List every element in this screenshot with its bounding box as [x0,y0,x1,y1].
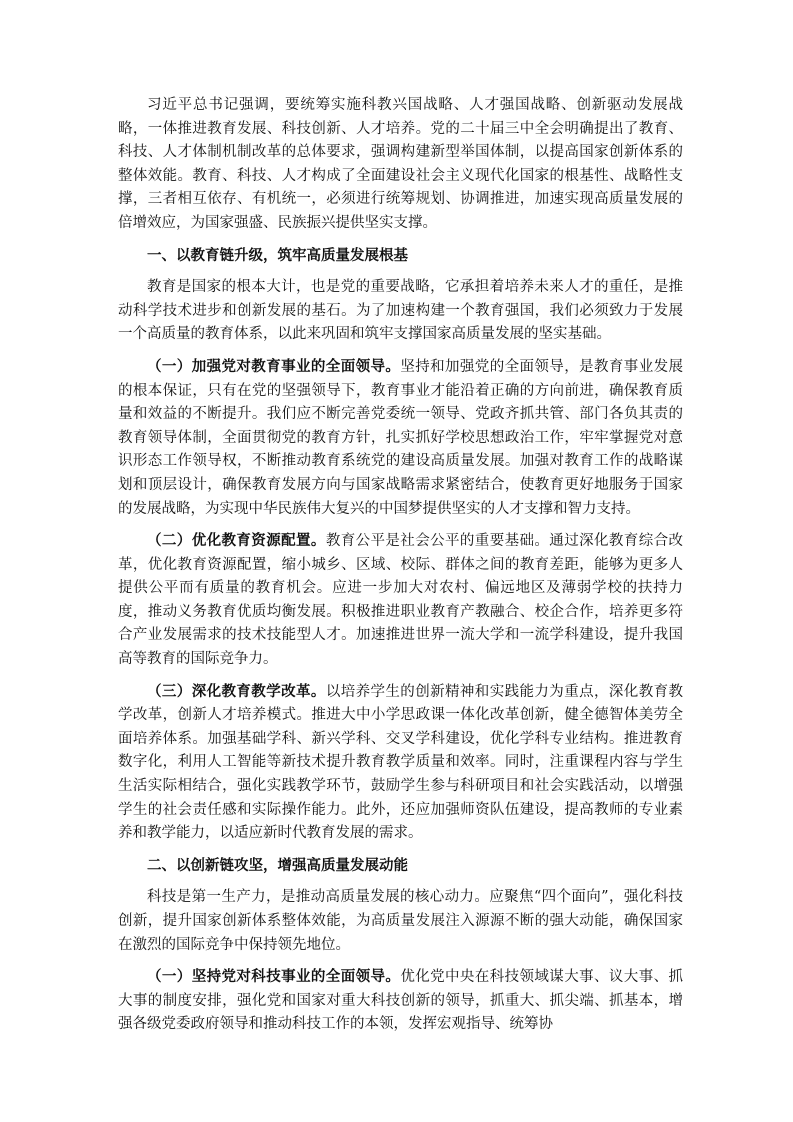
section-1-item-1 [118,355,683,521]
section-1-item-2 [118,529,683,672]
section-1-intro: 教育是国家的根本大计，也是党的重要战略，它承担着培养未来人才的重任，是推动科学技术进步和创新发展的基石。为了加速构建一个教育强国，我们必须致力于发展一个高质量的教育体系，以此来巩固和筑牢支撑国家高质量发展的坚实基础。 [118,279,683,343]
item-lead: （三）深化教育教学改革。 [147,682,326,700]
document-page [118,94,683,1045]
item-lead: （一）坚持党对科技事业的全面领导。 [147,968,401,986]
item-body: 教育公平是社会公平的重要基础。通过深化教育综合改革，优化教育资源配置，缩小城乡、区域、校际、群体之间的教育差距，能够为更多人提供公平而有质量的教育机会。应进一步加大对农村、偏远地区及薄弱学校的扶持力度，推动义务教育优质均衡发展。积极推进职业教育产教融合、校企合作，培养更多符合产业发展需求的技术技能型人才。加速推进世界一流大学和一流学科建设，提升我国高等教育的国际竞争力。 [118,533,684,668]
section-1-item-3 [118,680,683,846]
item-lead: （一）加强党对教育事业的全面领导。 [147,357,401,375]
section-2-heading: 二、以创新链攻坚，增强高质量发展动能 [147,856,408,874]
item-body: 坚持和加强党的全面领导，是教育事业发展的根本保证，只有在党的坚强领导下，教育事业才能沿着正确的方向前进，确保教育质量和效益的不断提升。我们应不断完善党委统一领导、党政齐抓共管、部门各负其责的教育领导体制，全面贯彻党的教育方针，扎实抓好学校思想政治工作，牢牢掌握党对意识形态工作领导权，不断推动教育系统党的建设高质量发展。加强对教育工作的战略谋划和顶层设计，确保教育发展方向与国家战略需求紧密结合，使教育更好地服务于国家的发展战略，为实现中华民族伟大复兴的中国梦提供坚实的人才支撑和智力支持。 [118,358,684,517]
intro-paragraph: 习近平总书记强调，要统筹实施科教兴国战略、人才强国战略、创新驱动发展战略，一体推进教育发展、科技创新、人才培养。党的二十届三中全会明确提出了教育、科技、人才体制机制改革的总体要求，强调构建新型举国体制，以提高国家创新体系的整体效能。教育、科技、人才构成了全面建设社会主义现代化国家的根基性、战略性支撑，三者相互依存、有机统一，必须进行统筹规划、协调推进，加速实现高质量发展的倍增效应，为国家强盛、民族振兴提供坚实支撑。 [118,97,683,231]
section-2-item-1 [118,965,683,1037]
section-1-heading: 一、以教育链升级，筑牢高质量发展根基 [147,246,408,264]
section-2-intro: 科技是第一生产力，是推动高质量发展的核心动力。应聚焦“四个面向”，强化科技创新，提升国家创新体系整体效能，为高质量发展注入源源不断的强大动能，确保国家在激烈的国际竞争中保持领先地位。 [118,889,683,953]
item-lead: （二）优化教育资源配置。 [147,532,326,550]
item-body: 优化党中央在科技领域谋大事、议大事、抓大事的制度安排，强化党和国家对重大科技创新的领导，抓重大、抓尖端、抓基本，增强各级党委政府领导和推动科技工作的本领，发挥宏观指导、统筹协 [118,969,684,1033]
item-body: 以培养学生的创新精神和实践能力为重点，深化教育教学改革，创新人才培养模式。推进大中小学思政课一体化改革创新，健全德智体美劳全面培养体系。加强基础学科、新兴学科、交叉学科建设，优化学科专业结构。推进教育数字化，利用人工智能等新技术提升教育教学质量和效率。同时，注重课程内容与学生生活实际相结合，强化实践教学环节，鼓励学生参与科研项目和社会实践活动，以增强学生的社会责任感和实际操作能力。此外，还应加强师资队伍建设，提高教师的专业素养和教学能力，以适应新时代教育发展的需求。 [118,683,684,842]
